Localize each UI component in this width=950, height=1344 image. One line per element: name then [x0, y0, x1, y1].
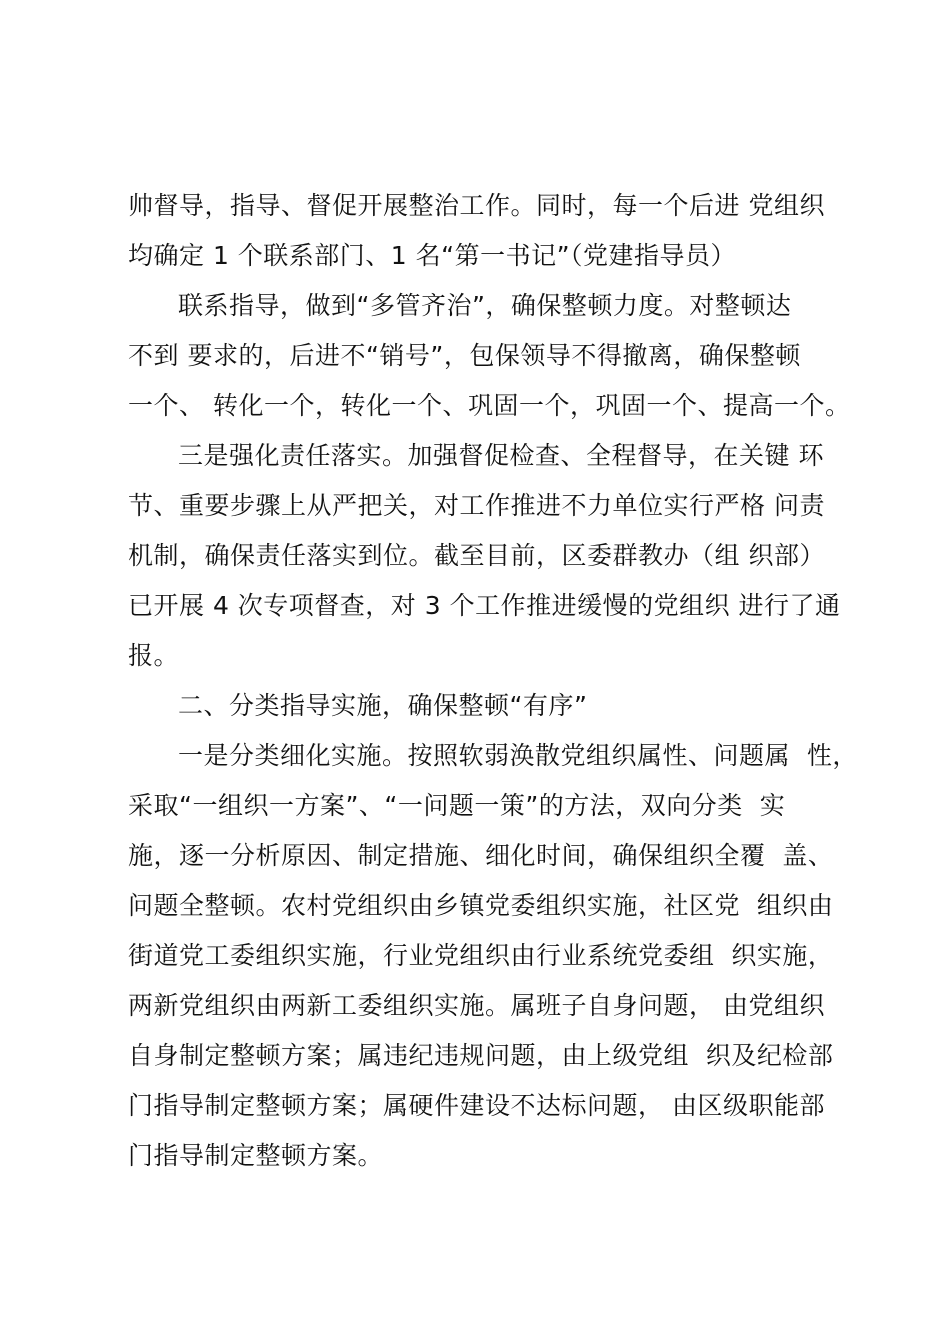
text-line: 节、重要步骤上从严把关，对工作推进不力单位实行严格 问责	[128, 491, 825, 520]
text-line: 采取“一组织一方案”、“一问题一策”的方法，双向分类 实	[128, 791, 786, 820]
text-line: 门指导制定整顿方案。	[128, 1141, 384, 1170]
section-heading: 二、分类指导实施，确保整顿“有序”	[178, 691, 588, 720]
text-line: 已开展 4 次专项督查，对 3 个工作推进缓慢的党组织 进行了通	[128, 591, 841, 620]
text-line: 门指导制定整顿方案；属硬件建设不达标问题， 由区级职能部	[128, 1091, 825, 1120]
text-line: 问题全整顿。农村党组织由乡镇党委组织实施，社区党 组织由	[128, 891, 834, 920]
text-line: 机制，确保责任落实到位。截至目前，区委群教办（组 织部）	[128, 541, 825, 570]
text-line: 不到 要求的，后进不“销号”，包保领导不得撤离，确保整顿	[128, 341, 801, 370]
text-line: 施，逐一分析原因、制定措施、细化时间，确保组织全覆 盖、	[128, 841, 834, 870]
text-line: 两新党组织由两新工委组织实施。属班子自身问题， 由党组织	[128, 991, 825, 1020]
paragraph-start-line: 联系指导，做到“多管齐治”，确保整顿力度。对整顿达	[178, 291, 792, 320]
paragraph-start-line: 一是分类细化实施。按照软弱涣散党组织属性、问题属 性，	[178, 741, 858, 770]
text-line: 自身制定整顿方案；属违纪违规问题，由上级党组 织及纪检部	[128, 1041, 834, 1070]
text-line: 帅督导，指导、督促开展整治工作。同时，每一个后进 党组织	[128, 191, 825, 220]
text-line: 街道党工委组织实施，行业党组织由行业系统党委组 织实施，	[128, 941, 834, 970]
text-line: 均确定 1 个联系部门、1 名“第一书记”（党建指导员）	[128, 241, 737, 270]
text-line: 一个、 转化一个，转化一个、巩固一个，巩固一个、提高一个。	[128, 391, 851, 420]
text-line: 报。	[128, 641, 180, 670]
paragraph-start-line: 三是强化责任落实。加强督促检查、全程督导，在关键 环	[178, 441, 824, 470]
